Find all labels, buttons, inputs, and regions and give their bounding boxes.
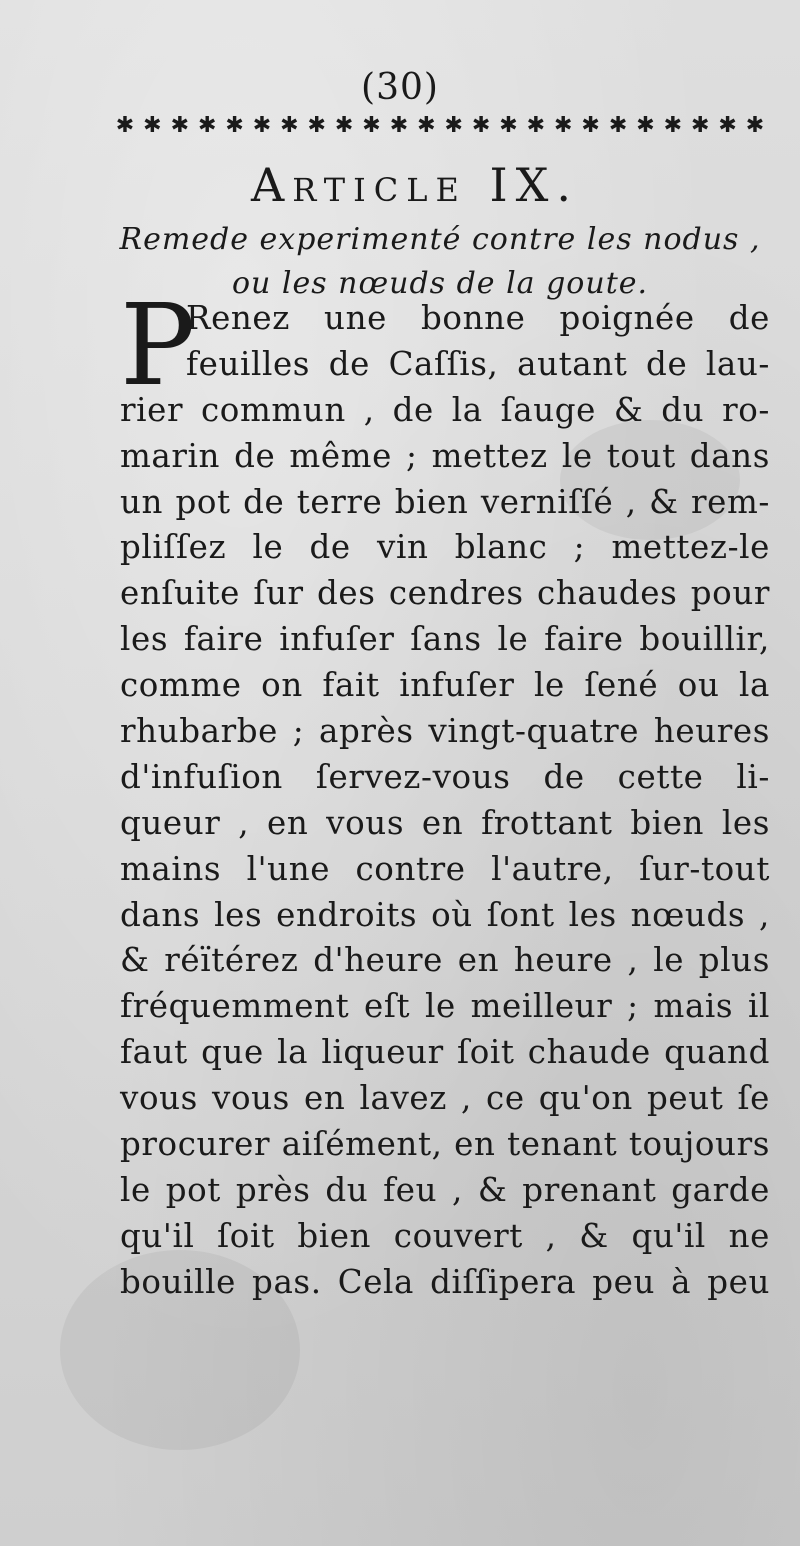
ornament-star-icon: ✱	[745, 112, 765, 138]
ornament-star-icon: ✱	[197, 112, 217, 138]
body-line: qu'il ſoit bien couvert , & qu'il ne	[120, 1216, 770, 1255]
body-line: marin de même ; mettez le tout dans	[120, 436, 770, 475]
ornament-star-icon: ✱	[663, 112, 683, 138]
ornament-star-icon: ✱	[417, 112, 436, 138]
body-line: & réïtérez d'heure en heure , le plus	[120, 941, 770, 980]
body-line: bouille pas. Cela diſſipera peu à peu	[120, 1262, 770, 1301]
body-line: vous vous en lavez , ce qu'on peut ſe	[120, 1079, 770, 1118]
body-line: fréquemment eſt le meilleur ; mais il	[120, 987, 770, 1026]
ornament-star-icon: ✱	[225, 112, 244, 138]
body-line: dans les endroits où ſont les nœuds ,	[120, 895, 770, 934]
article-heading: Article IX.	[251, 158, 579, 212]
ornament-star-icon: ✱	[554, 112, 573, 138]
ornament-star-icon: ✱	[471, 112, 491, 138]
ornament-star-icon: ✱	[718, 112, 737, 138]
ornament-star-icon: ✱	[499, 112, 518, 138]
article-subtitle	[100, 218, 780, 306]
body-line: faut que la liqueur ſoit chaude quand	[120, 1033, 770, 1072]
body-line: rier commun , de la ſauge & du ro-	[120, 390, 770, 429]
body-line: rhubarbe ; après vingt-quatre heures	[120, 712, 770, 751]
body-line: procurer aiſément, en tenant toujours	[120, 1125, 770, 1164]
ornament-star-icon: ✱	[280, 112, 299, 138]
ornament-star-icon: ✱	[362, 112, 381, 138]
ornament-star-icon: ✱	[307, 112, 326, 138]
ornament-star-icon: ✱	[581, 112, 600, 138]
ornament-star-icon: ✱	[444, 112, 463, 138]
ornament-rule	[112, 110, 768, 140]
subtitle-line: Remede experimenté contre les nodus ,	[119, 222, 761, 257]
body-line: Renez une bonne poignée de	[186, 299, 770, 337]
ornament-star-icon: ✱	[334, 112, 354, 138]
page-number: (30)	[361, 67, 439, 108]
ornament-star-icon: ✱	[115, 112, 135, 138]
body-line: mains l'une contre l'autre, ſur-tout	[120, 849, 770, 888]
body-line: le pot près du feu , & prenant garde	[120, 1170, 770, 1209]
ornament-star-icon: ✱	[252, 112, 272, 138]
subtitle-line: ou les nœuds de la goute.	[231, 266, 649, 301]
body-line: les faire infuſer ſans le faire bouillir,	[120, 620, 770, 659]
ornament-star-icon: ✱	[636, 112, 655, 138]
ornament-star-icon: ✱	[389, 112, 409, 138]
body-line: d'infuſion ſervez-vous de cette li-	[120, 757, 770, 796]
body-line: un pot de terre bien verniſſé , & rem-	[120, 482, 770, 521]
body-line: queur , en vous en frottant bien les	[120, 803, 770, 842]
ornament-star-icon: ✱	[526, 112, 546, 138]
ornament-star-icon: ✱	[170, 112, 189, 138]
ornament-star-icon: ✱	[690, 112, 710, 138]
ornament-star-icon: ✱	[608, 112, 628, 138]
ornament-star-icon: ✱	[143, 112, 162, 138]
body-line: comme on fait infuſer le ſené ou la	[120, 666, 770, 705]
body-line: enſuite ſur des cendres chaudes pour	[120, 574, 770, 613]
body-line: pliſſez le de vin blanc ; mettez-le	[120, 528, 770, 567]
body-line: feuilles de Caſſis, autant de lau-	[186, 344, 770, 383]
drop-cap: P	[120, 281, 196, 411]
